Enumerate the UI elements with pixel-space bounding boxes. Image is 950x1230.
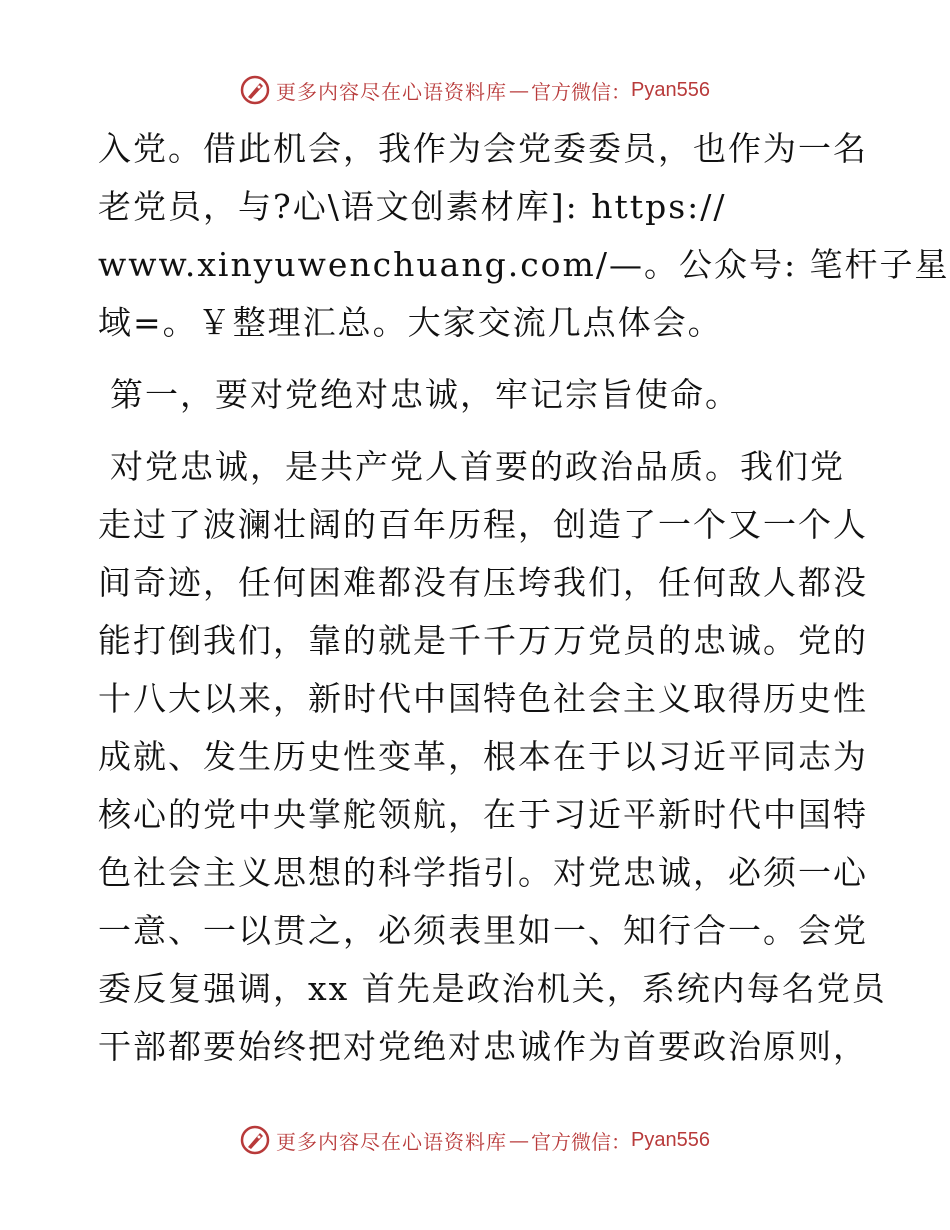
header-contact-label: 官方微信：: [531, 79, 632, 104]
body-line: 域=。￥整理汇总。大家交流几点体会。: [98, 303, 723, 342]
body-line: 入党。借此机会，我作为会党委委员，也作为一名: [98, 129, 868, 168]
body-line: www.xinyuwenchuang.com/—。公众号: 笔杆子星: [98, 245, 950, 284]
footer-banner: [0, 1120, 950, 1160]
body-line: 间奇迹，任何困难都没有压垮我们，任何敌人都没: [98, 563, 868, 602]
footer-site-text: 更多内容尽在心语资料库: [276, 1129, 508, 1154]
body-line: 一意、一以贯之，必须表里如一、知行合一。会党: [98, 911, 868, 950]
body-line: 对党忠诚，是共产党人首要的政治品质。我们党: [110, 447, 845, 486]
footer-handle: Pyan556: [631, 1128, 710, 1151]
footer-contact-label: 官方微信：: [531, 1129, 632, 1154]
body-line: 委反复强调，xx 首先是政治机关，系统内每名党员: [98, 969, 887, 1008]
body-line: 干部都要始终把对党绝对忠诚作为首要政治原则，: [98, 1027, 868, 1066]
header-site-text: 更多内容尽在心语资料库: [276, 79, 508, 104]
body-line: 色社会主义思想的科学指引。对党忠诚，必须一心: [98, 853, 868, 892]
header-banner: [0, 70, 950, 110]
body-line: 走过了波澜壮阔的百年历程，创造了一个又一个人: [98, 505, 868, 544]
body-line: 核心的党中央掌舵领航，在于习近平新时代中国特: [98, 795, 868, 834]
header-separator: —: [509, 78, 530, 102]
pen-nib-logo-icon: [240, 1125, 270, 1155]
body-line: 能打倒我们，靠的就是千千万万党员的忠诚。党的: [98, 621, 868, 660]
section-heading: 第一，要对党绝对忠诚，牢记宗旨使命。: [110, 375, 740, 414]
document-body: [98, 120, 950, 1076]
pen-nib-logo-icon: [240, 75, 270, 105]
body-line: 成就、发生历史性变革，根本在于以习近平同志为: [98, 737, 868, 776]
body-line: 老党员，与?心\语文创素材库]: https://: [98, 187, 727, 226]
body-line: 十八大以来，新时代中国特色社会主义取得历史性: [98, 679, 868, 718]
header-handle: Pyan556: [631, 78, 710, 101]
footer-separator: —: [509, 1128, 530, 1152]
